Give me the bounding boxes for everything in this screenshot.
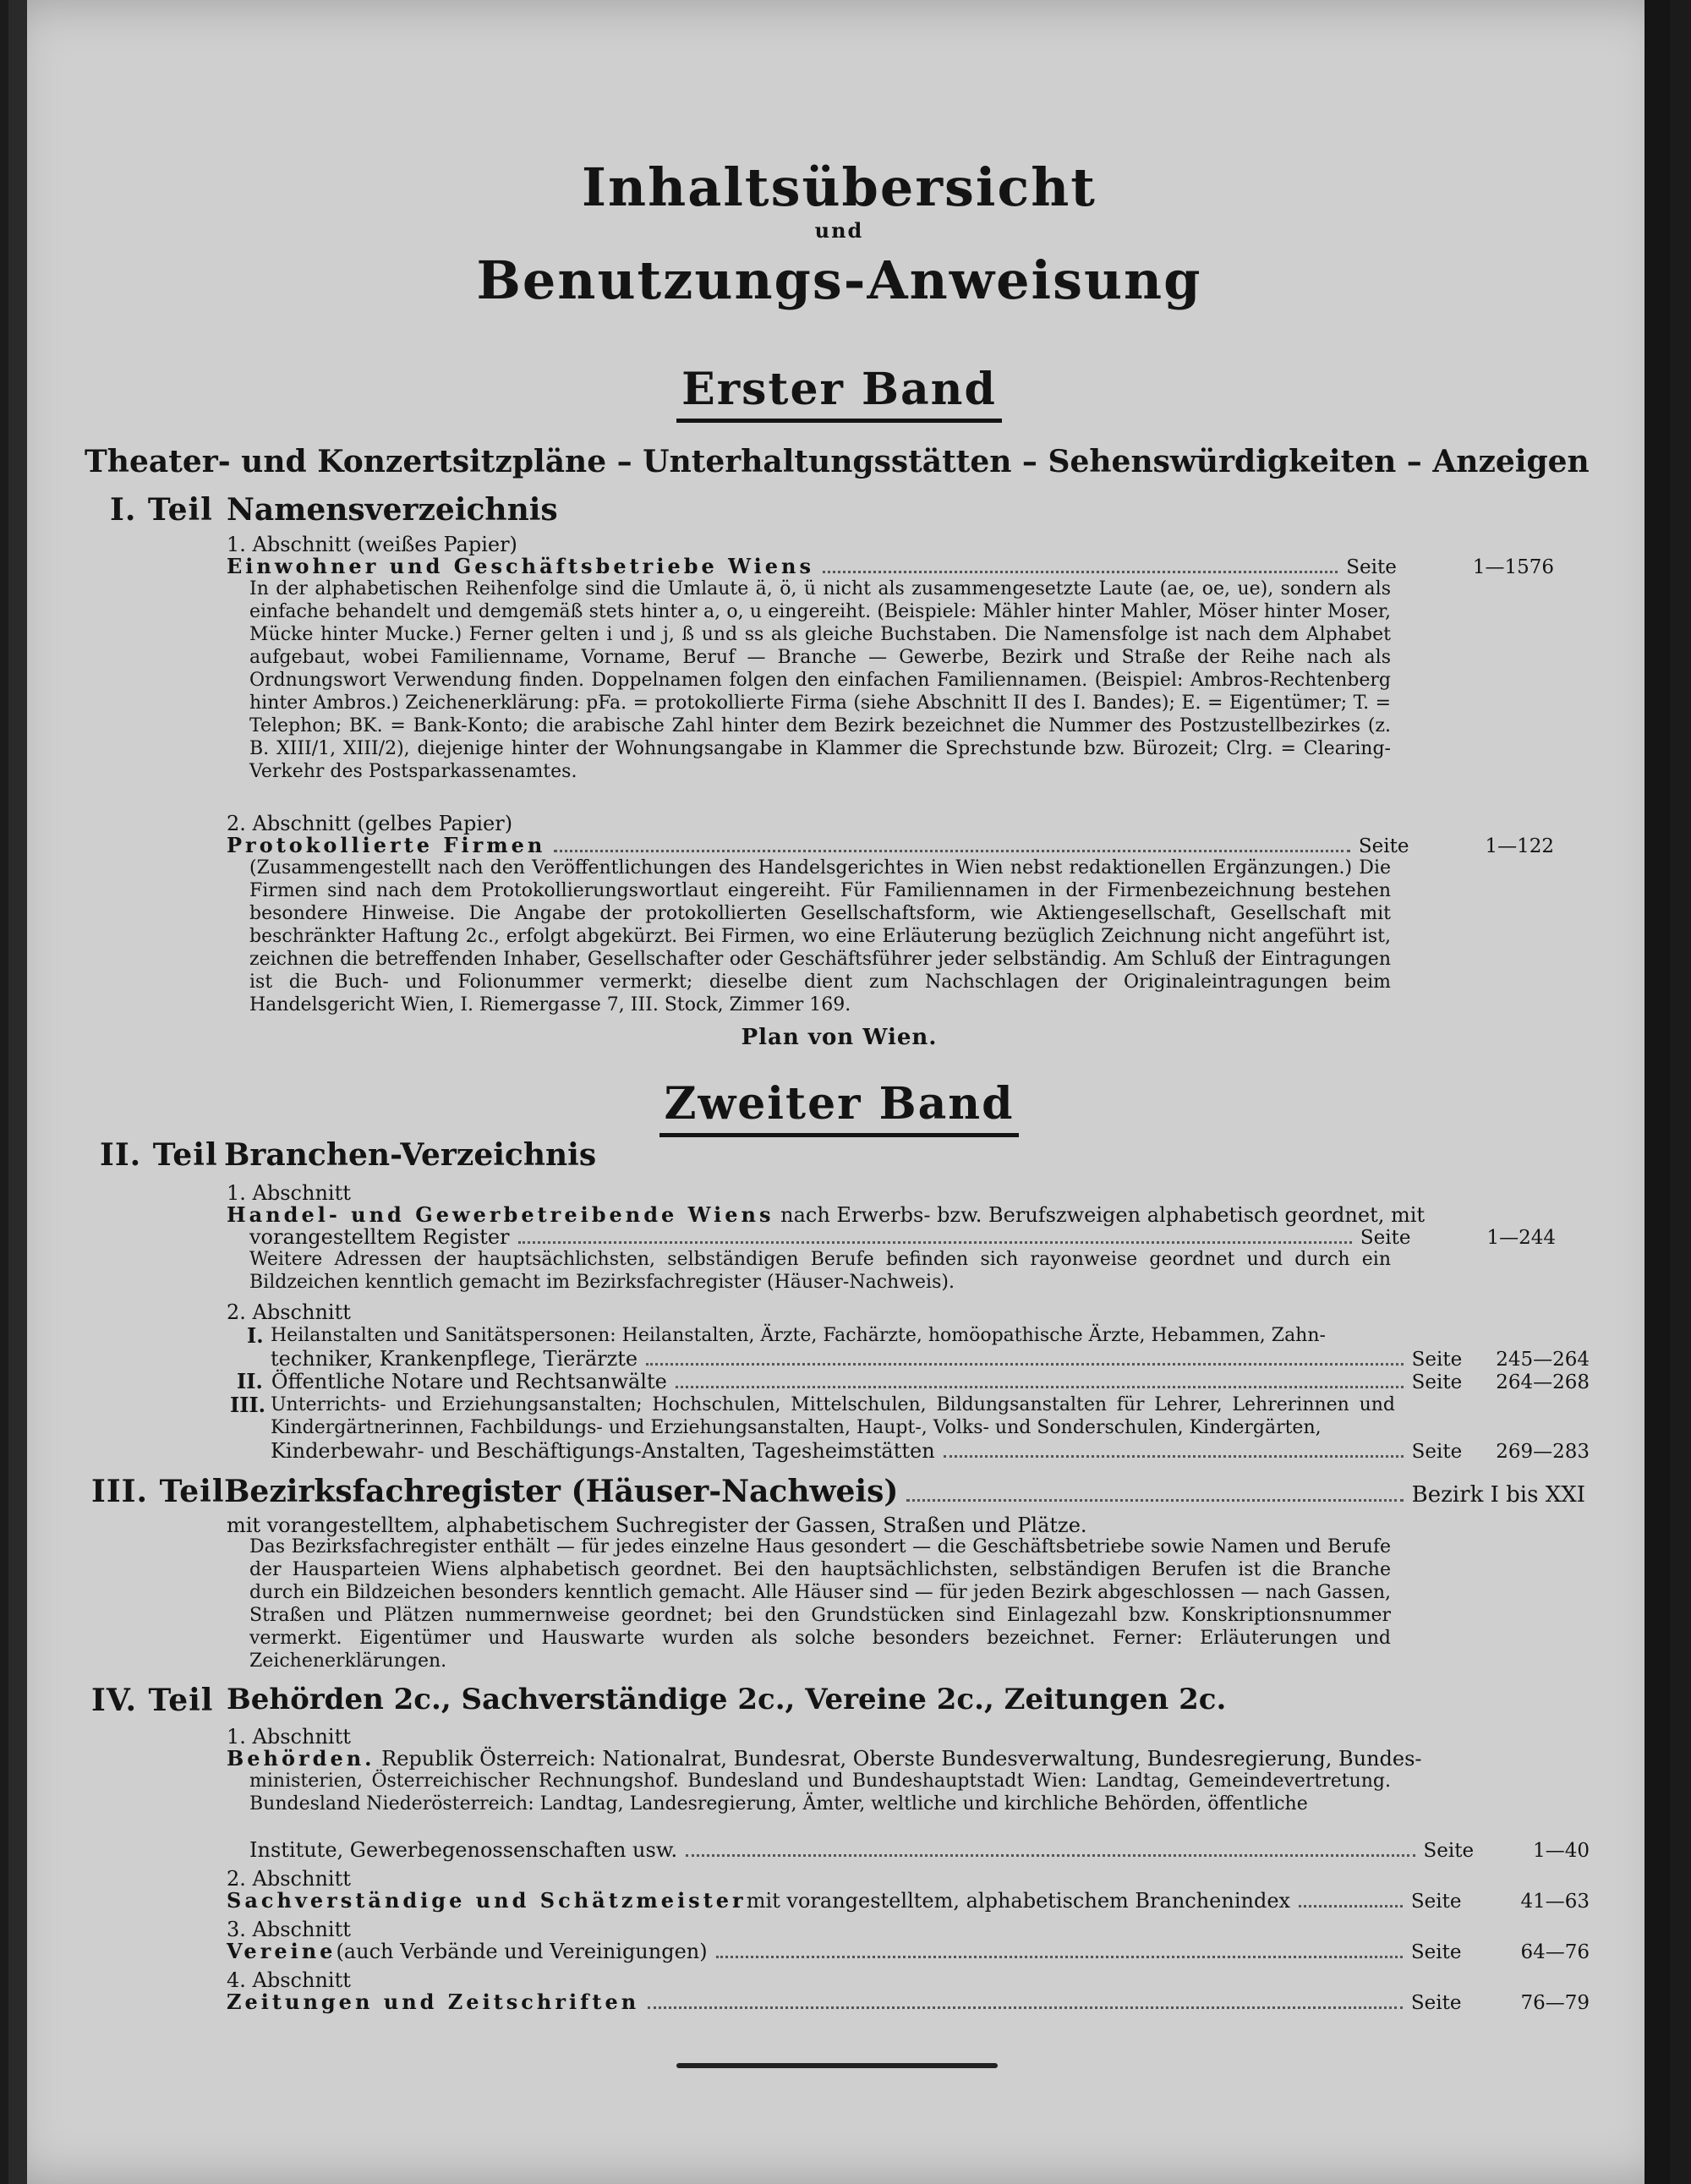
leader-dots: [944, 1455, 1404, 1458]
entry-line: [227, 555, 1554, 578]
entry-line: [227, 834, 1554, 857]
leader-dots: [554, 850, 1350, 852]
page-range: 64—76: [1520, 1941, 1590, 1963]
page-label: Seite: [1358, 835, 1409, 857]
page-label: Seite: [1411, 1441, 1463, 1463]
entry-title: Sachverständige und Schätzmeister: [227, 1888, 747, 1913]
section-label: 1. Abschnitt: [227, 1725, 351, 1749]
section-label: 1. Abschnitt (weißes Papier): [227, 533, 517, 556]
page-edge-left: [8, 0, 27, 2184]
entry-desc-cont: Institute, Gewerbegenossenschaften usw.: [249, 1838, 678, 1862]
entry-title: Zeitungen und Zeitschriften: [227, 1990, 640, 2014]
band-1-heading: Erster Band: [8, 364, 1670, 415]
item-text-cont: techniker, Krankenpflege, Tierärzte: [271, 1347, 638, 1371]
sub-title: Benutzungs-Anweisung: [476, 249, 1202, 311]
entry-title-cont: vorangestelltem Register: [249, 1225, 510, 1249]
section-label: 2. Abschnitt: [227, 1300, 351, 1324]
entry-title-rest: (auch Verbände und Vereinigungen): [336, 1940, 708, 1963]
section-label: 3. Abschnitt: [227, 1918, 351, 1941]
entry-title: Vereine: [227, 1939, 337, 1963]
page-range: 264—268: [1496, 1371, 1590, 1393]
entry-line: [271, 1347, 1590, 1371]
entry-line: [271, 1439, 1590, 1463]
main-title: Inhaltsübersicht: [582, 156, 1097, 218]
item-text: Unterrichts- und Erziehungsanstalten; Hochschulen, Mittelschulen, Bildungsanstalten für Lehrer, Lehrerinnen und Kindergärtnerinnen, Fachbildungs- und Erziehungsanstalten, Haupt-, Volks- und Sonderschulen, Kindergärten,: [271, 1394, 1395, 1438]
leader-dots: [686, 1854, 1415, 1857]
item-numeral: I.: [247, 1323, 264, 1348]
leader-dots: [1299, 1905, 1403, 1908]
entry-title: Protokollierte Firmen: [227, 833, 546, 857]
item-numeral: III.: [230, 1393, 266, 1417]
entry-title: Behörden.: [227, 1746, 375, 1771]
entry-title-rest: nach Erwerbs- bzw. Berufszweigen alphabetisch geordnet, mit: [780, 1203, 1426, 1227]
entry-title: Handel- und Gewerbetreibende Wiens: [227, 1202, 774, 1227]
page-range: 245—264: [1496, 1349, 1590, 1371]
part-title: Bezirksfachregister (Häuser-Nachweis): [224, 1474, 899, 1509]
part-numeral: II. Teil: [100, 1137, 218, 1173]
section-label: 2. Abschnitt (gelbes Papier): [227, 812, 513, 835]
entry-description: (Zusammengestellt nach den Veröffentlichungen des Handelsgerichtes in Wien nebst redaktionellen Ergänzungen.) Die Firmen sind nach dem Protokollierungswortlaut eingereiht. Für Familiennamen in der Firmenbezeichnung bestehen besondere Hinweise. Die Angabe der protokollierten Gesellschaftsform, wie Aktiengesellschaft, Gesellschaft mit beschränkter Haftung 2c., erfolgt abgekürzt. Bei Firmen, wo eine Erläuterung bezüglich Zeichnung nicht angeführt ist, zeichnen die betreffenden Inhaber, Gesellschafter oder Geschäftsführer jeder selbständig. Am Schluß der Eintragungen ist die Buch- und Folionummer vermerkt; dieselbe dient zum Nachschlagen der Originaleintragungen beim Handelsgericht Wien, I. Riemergasse 7, III. Stock, Zimmer 169.: [249, 857, 1391, 1015]
end-rule: [676, 2063, 998, 2068]
leader-dots: [823, 571, 1338, 573]
entry-line: [237, 1370, 1590, 1393]
section-label: 4. Abschnitt: [227, 1968, 351, 1992]
page-range: 76—79: [1520, 1992, 1590, 2014]
entry-title-rest: Republik Österreich: Nationalrat, Bundesrat, Oberste Bundesverwaltung, Bundesregierung, Bundes-: [381, 1747, 1422, 1771]
page-label: Seite: [1411, 1349, 1463, 1371]
entry-title-line: [227, 1203, 1425, 1227]
page-label: Seite: [1410, 1941, 1462, 1963]
item-numeral: II.: [237, 1369, 263, 1393]
page-range: 1—122: [1485, 835, 1554, 857]
entry-line: [249, 1225, 1556, 1249]
page-range: 1—40: [1533, 1840, 1590, 1862]
item-text: Öffentliche Notare und Rechtsanwälte: [271, 1370, 667, 1393]
page-label: Seite: [1360, 1227, 1411, 1249]
page-edge-right: [1644, 0, 1670, 2184]
page-range: 1—1576: [1472, 556, 1554, 578]
band-2-heading: Zweiter Band: [8, 1078, 1670, 1130]
title-und: und: [814, 218, 864, 243]
page-range: 41—63: [1520, 1891, 1590, 1913]
entry-line: [249, 1838, 1590, 1862]
entry-title-rest: mit vorangestelltem, alphabetischem Branchenindex: [746, 1889, 1291, 1913]
item-text: Heilanstalten und Sanitätspersonen: Heilanstalten, Ärzte, Fachärzte, homöopathische Ärzte, Hebammen, Zahn-: [271, 1325, 1326, 1346]
entry-line: [227, 1889, 1590, 1913]
part-title: Behörden 2c., Sachverständige 2c., Vereine 2c., Zeitungen 2c.: [227, 1683, 1227, 1716]
part-subtitle: mit vorangestelltem, alphabetischem Suchregister der Gassen, Straßen und Plätze.: [227, 1513, 1087, 1537]
entry-description: Das Bezirksfachregister enthält — für jedes einzelne Haus gesondert — die Geschäftsbetriebe sowie Namen und Berufe der Hausparteien Wiens alphabetisch geordnet. Bei den hauptsächlichsten, selbständigen Berufen ist die Branche durch ein Bildzeichen besonders kenntlich gemacht. Alle Häuser sind — für jeden Bezirk abgeschlossen — nach Gassen, Straßen und Plätzen nummernweise geordnet; bei den Grundstücken sind Einlagezahl bzw. Konskriptionsnummer vermerkt. Eigentümer und Hauswarte wurden als solche besonders bezeichnet. Ferner: Erläuterungen und Zeichenerklärungen.: [249, 1536, 1391, 1672]
part-numeral: IV. Teil: [91, 1683, 214, 1718]
section-label: 1. Abschnitt: [227, 1181, 351, 1205]
leader-dots: [716, 1956, 1403, 1958]
part-numeral: I. Teil: [110, 492, 213, 528]
plan-label: Plan von Wien.: [741, 1025, 938, 1050]
page-label: Seite: [1411, 1371, 1463, 1393]
part-title: Branchen-Verzeichnis: [224, 1137, 597, 1173]
band-1-subtitle: Theater- und Konzertsitzpläne – Unterhaltungsstätten – Sehenswürdigkeiten – Anzeigen: [85, 444, 1590, 479]
page-label: Seite: [1346, 556, 1397, 578]
leader-dots: [518, 1241, 1352, 1244]
leader-dots: [648, 2006, 1403, 2009]
entry-line: [227, 1940, 1590, 1963]
document-page: [8, 0, 1670, 2184]
entry-line: [227, 1990, 1590, 2014]
leader-dots: [676, 1386, 1404, 1388]
section-label: 2. Abschnitt: [227, 1867, 351, 1891]
part-title: Namensverzeichnis: [227, 492, 558, 528]
part-numeral: III. Teil: [91, 1474, 225, 1509]
entry-line: [224, 1474, 1585, 1509]
entry-description: Weitere Adressen der hauptsächlichsten, selbständigen Berufe befinden sich rayonweise geordnet und durch ein Bildzeichen kenntlich gemacht im Bezirksfachregister (Häuser-Nachweis).: [249, 1249, 1391, 1293]
page-range: 1—244: [1486, 1227, 1556, 1249]
entry-description: In der alphabetischen Reihenfolge sind die Umlaute ä, ö, ü nicht als zusammengesetzte Laute (ae, oe, ue), sondern als einfache behandelt und demgemäß stets hinter a, o, u eingereiht. (Beispiele: Mähler hinter Mahler, Möser hinter Moser, Mücke hinter Mucke.) Ferner gelten i und j, ß und ss als gleiche Buchstaben. Die Namensfolge ist nach dem Alphabet aufgebaut, wobei Familienname, Vorname, Beruf — Branche — Gewerbe, Bezirk und Straße der Reihe nach als Ordnungswort Verwendung finden. Doppelnamen folgen den einfachen Familiennamen. (Beispiel: Ambros-Rechtenberg hinter Ambros.) Zeichenerklärung: pFa. = protokollierte Firma (siehe Abschnitt II des I. Bandes); E. = Eigentümer; T. = Telephon; BK. = Bank-Konto; die arabische Zahl hinter dem Bezirk bezeichnet die Nummer des Postzustellbezirkes (z. B. XIII/1, XIII/2), diejenige hinter der Wohnungsangabe in Klammer die Sprechstunde bzw. Bürozeit; Clrg. = Clearing-Verkehr des Postsparkassenamtes.: [249, 578, 1391, 782]
leader-dots: [646, 1363, 1403, 1366]
entry-description: ministerien, Österreichischer Rechnungshof. Bundesland und Bundeshauptstadt Wien: Landtag, Gemeindevertretung. Bundesland Niederösterreich: Landtag, Landesregierung, Ämter, weltliche und kirchliche Behörden, öffentliche: [249, 1771, 1391, 1815]
page-label: Seite: [1423, 1840, 1475, 1862]
page-range: 269—283: [1496, 1441, 1590, 1463]
page-label: Seite: [1410, 1992, 1462, 2014]
page-label: Seite: [1410, 1891, 1462, 1913]
entry-title-line: [227, 1747, 1422, 1771]
item-text-cont: Kinderbewahr- und Beschäftigungs-Anstalten, Tagesheimstätten: [271, 1439, 935, 1463]
leader-dots: [906, 1499, 1403, 1502]
entry-title: Einwohner und Geschäftsbetriebe Wiens: [227, 554, 814, 578]
page-range: Bezirk I bis XXI: [1411, 1482, 1585, 1508]
